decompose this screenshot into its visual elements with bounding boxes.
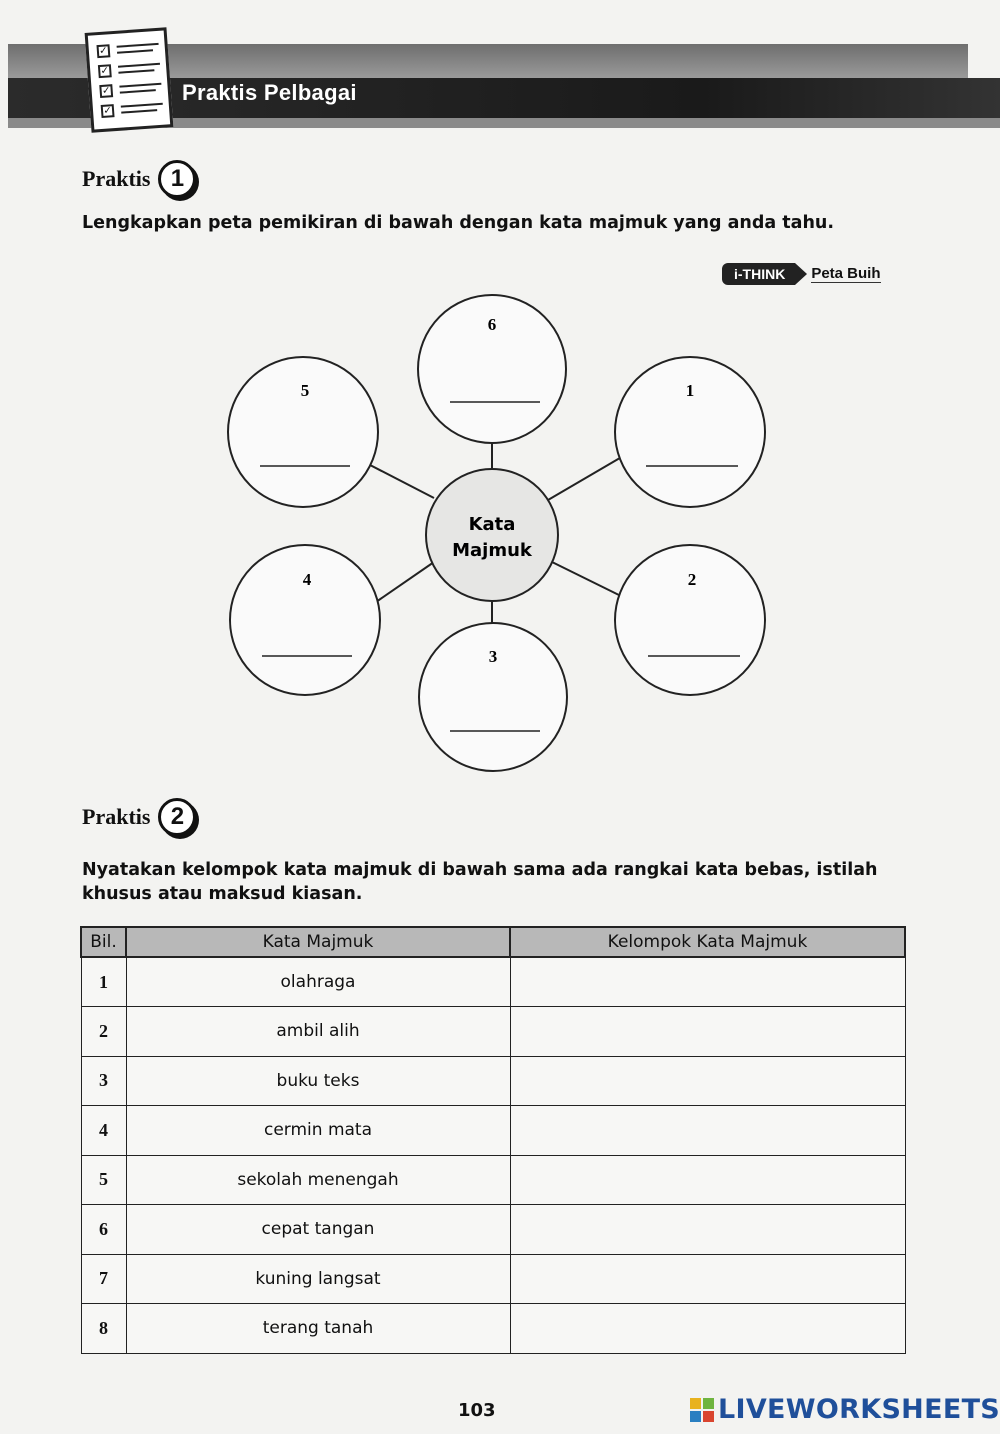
row-answer-cell[interactable] [510, 1304, 905, 1354]
connector-2 [552, 562, 625, 598]
row-answer-cell[interactable] [510, 1205, 905, 1255]
bubble-4-number: 4 [302, 570, 312, 589]
header-kelompok: Kelompok Kata Majmuk [510, 927, 905, 957]
row-answer-cell[interactable] [510, 1106, 905, 1156]
row-kata: cermin mata [126, 1106, 510, 1156]
row-answer-cell[interactable] [510, 1254, 905, 1304]
bubble-6-number: 6 [487, 315, 497, 334]
bubble-4 [230, 545, 380, 695]
praktis-2-number: 2 [158, 798, 196, 836]
row-kata: olahraga [126, 957, 510, 1007]
table-row [81, 1254, 905, 1304]
page-number: 103 [458, 1400, 496, 1421]
bubble-5-number: 5 [300, 381, 310, 400]
row-bil: 6 [81, 1205, 126, 1255]
row-answer-cell[interactable] [510, 1007, 905, 1057]
row-bil: 2 [81, 1007, 126, 1057]
bubble-3 [419, 623, 567, 771]
brand-text: LIVEWORKSHEETS [718, 1394, 1000, 1425]
row-bil: 5 [81, 1155, 126, 1205]
bubble-2 [615, 545, 765, 695]
praktis-1-label: Praktis [82, 166, 151, 191]
table-row [81, 957, 905, 1007]
header-kata-majmuk: Kata Majmuk [126, 927, 510, 957]
praktis-1-number: 1 [158, 160, 196, 198]
brand-grid-icon [690, 1398, 714, 1422]
row-answer-cell[interactable] [510, 1155, 905, 1205]
ithink-tag [722, 262, 881, 286]
row-bil: 1 [81, 957, 126, 1007]
liveworksheets-logo [690, 1394, 1000, 1425]
row-kata: terang tanah [126, 1304, 510, 1354]
table-row [81, 1304, 905, 1354]
praktis-2-heading [82, 798, 196, 836]
center-bubble [426, 469, 558, 601]
checklist-icon: ✓ ✓ ✓ ✓ [85, 27, 174, 132]
row-kata: sekolah menengah [126, 1155, 510, 1205]
header-bil: Bil. [81, 927, 126, 957]
praktis-1-heading [82, 160, 196, 198]
kata-majmuk-table [80, 926, 906, 1354]
bubble-map [0, 290, 1000, 790]
ithink-label: Peta Buih [811, 265, 881, 282]
table-row [81, 1106, 905, 1156]
bubble-2-number: 2 [687, 570, 697, 589]
row-bil: 7 [81, 1254, 126, 1304]
row-bil: 3 [81, 1056, 126, 1106]
center-text-line1: Kata [468, 514, 516, 535]
table-row [81, 1007, 905, 1057]
table-row [81, 1205, 905, 1255]
row-kata: ambil alih [126, 1007, 510, 1057]
page-title: Praktis Pelbagai [182, 80, 357, 105]
row-answer-cell[interactable] [510, 957, 905, 1007]
row-kata: buku teks [126, 1056, 510, 1106]
center-text-line2: Majmuk [452, 540, 532, 561]
row-kata: cepat tangan [126, 1205, 510, 1255]
praktis-2-label: Praktis [82, 804, 151, 829]
connector-1 [548, 455, 625, 500]
row-bil: 4 [81, 1106, 126, 1156]
bubble-3-number: 3 [488, 647, 498, 666]
row-kata: kuning langsat [126, 1254, 510, 1304]
connector-5 [370, 465, 434, 498]
praktis-1-instruction: Lengkapkan peta pemikiran di bawah dengan kata majmuk yang anda tahu. [82, 213, 835, 233]
bubble-1 [615, 357, 765, 507]
ithink-badge: i-THINK [722, 263, 795, 285]
bubble-1-number: 1 [685, 381, 695, 400]
connector-4 [376, 562, 434, 602]
bubble-6 [418, 295, 566, 443]
table-row [81, 1056, 905, 1106]
row-answer-cell[interactable] [510, 1056, 905, 1106]
bubble-5 [228, 357, 378, 507]
table-header-row [81, 927, 905, 957]
header-banner [8, 44, 1000, 128]
row-bil: 8 [81, 1304, 126, 1354]
praktis-2-instruction: Nyatakan kelompok kata majmuk di bawah sama ada rangkai kata bebas, istilah khusus atau maksud kiasan. [82, 860, 878, 904]
table-row [81, 1155, 905, 1205]
